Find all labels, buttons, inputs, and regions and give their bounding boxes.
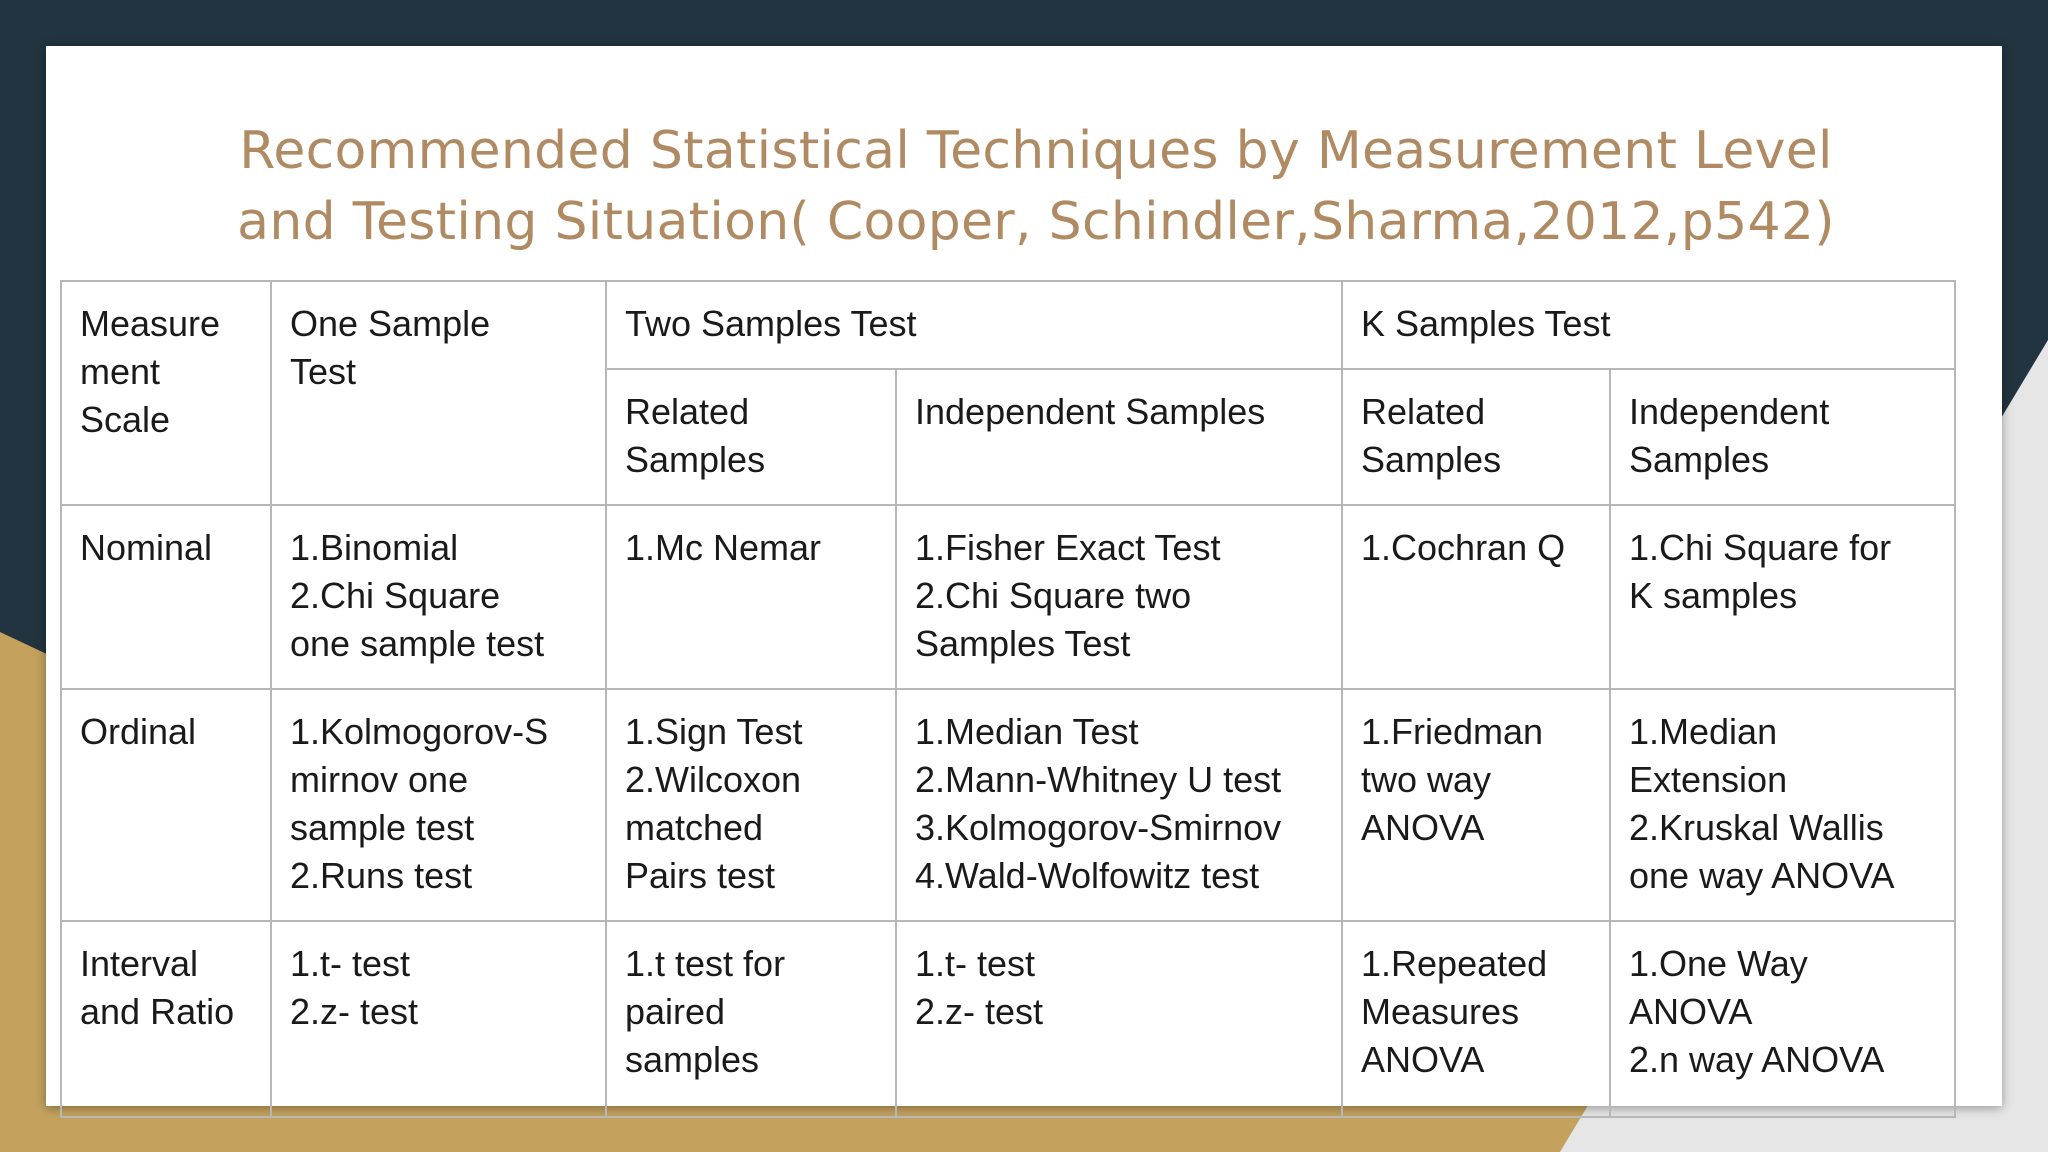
cell-text-line: and Ratio [80,991,235,1032]
cell-two-independent [896,689,1342,921]
slide [46,46,2002,1106]
header-k-samples-test [1342,281,1955,369]
cell-text-line: Extension [1629,759,1788,800]
cell-scale [61,921,271,1117]
cell-text-line: 1.Cochran Q [1361,527,1566,568]
cell-text-line: Two Samples Test [625,303,917,344]
cell-text-line: 1.t- test [290,943,411,984]
cell-text-line: 2.Wilcoxon [625,759,802,800]
cell-one-sample [271,505,606,689]
cell-text-line: one sample test [290,623,545,664]
cell-two-related [606,921,896,1117]
cell-text-line: 1.Chi Square for [1629,527,1892,568]
table-row-interval-ratio [61,921,1955,1117]
cell-text-line: 1.t- test [915,943,1036,984]
cell-text-line: 2.z- test [915,991,1044,1032]
cell-two-related [606,689,896,921]
slide-title [156,116,1916,258]
cell-text-line: 1.Fisher Exact Test [915,527,1221,568]
cell-text-line: K Samples Test [1361,303,1611,344]
cell-text-line: Related [625,391,750,432]
cell-text-line: matched [625,807,764,848]
cell-text-line: two way [1361,759,1492,800]
cell-text-line: sample test [290,807,475,848]
header-k-independent-samples [1610,369,1955,505]
cell-text-line: 1.One Way [1629,943,1808,984]
cell-one-sample [271,921,606,1117]
cell-text-line: Interval [80,943,199,984]
cell-text-line: 1.Repeated [1361,943,1548,984]
cell-text-line: 3.Kolmogorov-Smirnov [915,807,1282,848]
cell-two-independent [896,505,1342,689]
header-measurement-scale [61,281,271,505]
header-k-related-samples [1342,369,1610,505]
cell-two-related [606,505,896,689]
cell-k-independent [1610,505,1955,689]
table-row-nominal [61,505,1955,689]
cell-text-line: 1.Median [1629,711,1778,752]
cell-text-line: Samples Test [915,623,1131,664]
cell-text-line: 2.n way ANOVA [1629,1039,1885,1080]
cell-text-line: 1.Sign Test [625,711,803,752]
cell-text-line: one way ANOVA [1629,855,1895,896]
cell-k-related [1342,689,1610,921]
title-line: Recommended Statistical Techniques by Measurement Level [239,121,1833,181]
cell-text-line: Measures [1361,991,1520,1032]
cell-text-line: Samples [625,439,766,480]
cell-text-line: mirnov one [290,759,469,800]
cell-one-sample [271,689,606,921]
cell-text-line: K samples [1629,575,1798,616]
cell-text-line: Ordinal [80,711,197,752]
cell-text-line: 1.t test for [625,943,786,984]
cell-text-line: Test [290,351,357,392]
cell-text-line: paired [625,991,726,1032]
cell-text-line: Independent [1629,391,1830,432]
cell-text-line: ment [80,351,161,392]
cell-text-line: 1.Mc Nemar [625,527,822,568]
cell-k-related [1342,921,1610,1117]
title-line: and Testing Situation( Cooper, Schindler,Sharma,2012,p542) [237,192,1835,252]
cell-text-line: Pairs test [625,855,776,896]
cell-text-line: 4.Wald-Wolfowitz test [915,855,1260,896]
cell-text-line: 1.Median Test [915,711,1139,752]
cell-k-independent [1610,689,1955,921]
cell-scale [61,505,271,689]
cell-text-line: 2.Chi Square two [915,575,1192,616]
cell-text-line: samples [625,1039,760,1080]
header-two-independent-samples [896,369,1342,505]
cell-text-line: 1.Binomial [290,527,459,568]
header-two-samples-test [606,281,1342,369]
cell-text-line: 2.z- test [290,991,419,1032]
cell-text-line: 1.Kolmogorov-S [290,711,549,752]
statistical-techniques-table [60,280,1956,1118]
cell-text-line: Related [1361,391,1486,432]
cell-k-independent [1610,921,1955,1117]
cell-text-line: ANOVA [1361,1039,1485,1080]
header-two-related-samples [606,369,896,505]
cell-text-line: Scale [80,399,171,440]
header-one-sample-test [271,281,606,505]
cell-text-line: Samples [1361,439,1502,480]
cell-two-independent [896,921,1342,1117]
cell-text-line: 2.Kruskal Wallis [1629,807,1884,848]
cell-text-line: 2.Chi Square [290,575,501,616]
cell-scale [61,689,271,921]
cell-k-related [1342,505,1610,689]
cell-text-line: Nominal [80,527,213,568]
cell-text-line: 1.Friedman [1361,711,1544,752]
cell-text-line: Samples [1629,439,1770,480]
table-row-ordinal [61,689,1955,921]
cell-text-line: One Sample [290,303,491,344]
cell-text-line: ANOVA [1361,807,1485,848]
header-row [61,281,1955,369]
cell-text-line: Measure [80,303,221,344]
cell-text-line: 2.Mann-Whitney U test [915,759,1282,800]
cell-text-line: Independent Samples [915,391,1266,432]
cell-text-line: 2.Runs test [290,855,473,896]
cell-text-line: ANOVA [1629,991,1753,1032]
